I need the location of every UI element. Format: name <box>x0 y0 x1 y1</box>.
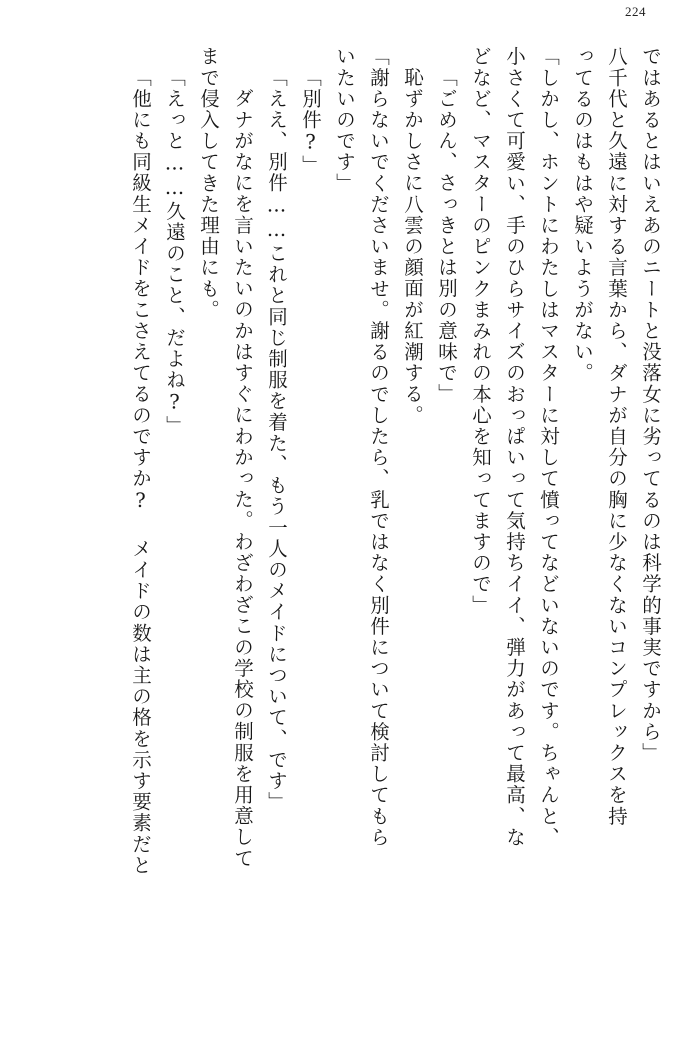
text-column: 「他にも同級生メイドをこさえてるのですか? メイドの数は主の格を示す要素だと <box>129 67 152 876</box>
text-column: ってるのはもはや疑いようがない。 <box>571 46 594 384</box>
text-column: 「別件?」 <box>299 67 322 176</box>
text-column: ではあるとはいえあのニートと没落女に劣ってるのは科学的事実ですから」 <box>639 46 662 764</box>
text-column: いたいのです」 <box>333 46 356 194</box>
text-column: 八千代と久遠に対する言葉から、ダナが自分の胸に少なくないコンプレックスを持 <box>605 46 628 827</box>
text-column: 「しかし、ホントにわたしはマスターに対して憤ってなどいないのです。ちゃんと、 <box>537 46 560 848</box>
page-number: 224 <box>625 4 646 19</box>
text-column: 「えっと……久遠のこと、だよね?」 <box>163 67 186 437</box>
vertical-text-body <box>26 46 660 1028</box>
text-column: 「謝らないでくださいませ。謝るのでしたら、乳ではなく別件について検討してもら <box>367 46 390 848</box>
text-column: 「ええ、別件……これと同じ制服を着た、もう一人のメイドについて、です」 <box>265 67 288 813</box>
text-column: まで侵入してきた理由にも。 <box>197 46 220 321</box>
text-column: 「ごめん、さっきとは別の意味で」 <box>435 67 458 405</box>
text-column: 小さくて可愛い、手のひらサイズのおっぱいって気持ちイイ、弾力があって最高、な <box>503 46 526 848</box>
text-column: ダナがなにを言いたいのかはすぐにわかった。わざわざこの学校の制服を用意して <box>231 88 254 869</box>
text-column: 恥ずかしさに八雲の顔面が紅潮する。 <box>401 67 424 426</box>
text-column: どなど、マスターのピンクまみれの本心を知ってますので」 <box>469 46 492 616</box>
